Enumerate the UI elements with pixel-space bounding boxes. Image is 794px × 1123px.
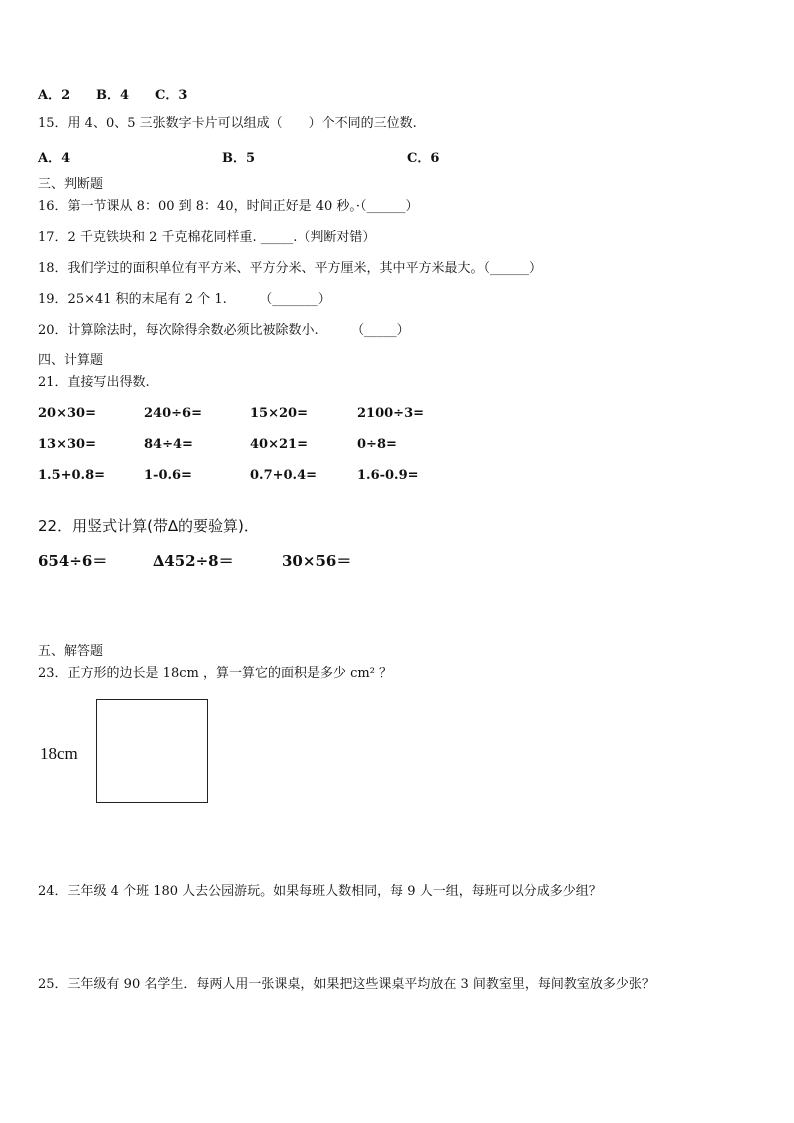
q21-item: 0.7+0.4= [250,468,318,483]
q15-option-b: B．5 [222,151,256,166]
q21-item: 84÷4= [144,437,193,452]
q22-item: ∆452÷8＝ [153,552,234,570]
q21-item: 13×30= [38,437,96,452]
q23-question: 23．正方形的边长是 18cm ，算一算它的面积是多少 cm² ？ [38,666,393,681]
q16-question: 16．第一节课从 8：00 到 8：40，时间正好是 40 秒。·（______） [38,199,419,214]
q14-option-b: B．4 [96,88,130,103]
q21-item: 0÷8= [357,437,397,452]
square-figure [96,699,208,803]
square-side-label: 18cm [40,744,78,763]
q21-item: 20×30= [38,406,96,421]
q21-item: 1.5+0.8= [38,468,106,483]
q21-item: 1-0.6= [144,468,192,483]
q14-option-c: C．3 [155,88,188,103]
q17-question: 17．2 千克铁块和 2 千克棉花同样重. _____.（判断对错） [38,230,376,245]
q21-question: 21．直接写出得数. [38,375,150,390]
q21-item: 15×20= [250,406,308,421]
q15-question: 15．用 4、0、5 三张数字卡片可以组成（ ）个不同的三位数. [38,116,417,131]
q22-item: 30×56＝ [282,552,352,570]
q21-item: 240÷6= [144,406,202,421]
q22-item: 654÷6＝ [38,552,108,570]
q21-item: 1.6-0.9= [357,468,419,483]
q21-item: 2100÷3= [357,406,425,421]
q14-option-a: A．2 [38,88,71,103]
section-judgement-heading: 三、判断题 [38,177,104,192]
q15-option-a: A．4 [38,151,71,166]
q20-question: 20．计算除法时，每次除得余数必须比被除数小. （_____） [38,323,410,338]
q24-question: 24．三年级 4 个班 180 人去公园游玩。如果每班人数相同，每 9 人一组，每班可以分成多少组？ [38,884,602,899]
q18-question: 18．我们学过的面积单位有平方米、平方分米、平方厘米，其中平方米最大。（______） [38,261,543,276]
section-calculation-heading: 四、计算题 [38,353,104,368]
q19-question: 19．25×41 积的末尾有 2 个 1. （_______） [38,292,331,307]
q15-option-c: C．6 [407,151,440,166]
section-answer-heading: 五、解答题 [38,644,104,659]
q21-item: 40×21= [250,437,308,452]
q22-question: 22．用竖式计算(带∆的要验算)． [38,517,259,535]
q25-question: 25．三年级有 90 名学生．每两人用一张课桌，如果把这些课桌平均放在 3 间教室里，每间教室放多少张？ [38,977,655,992]
